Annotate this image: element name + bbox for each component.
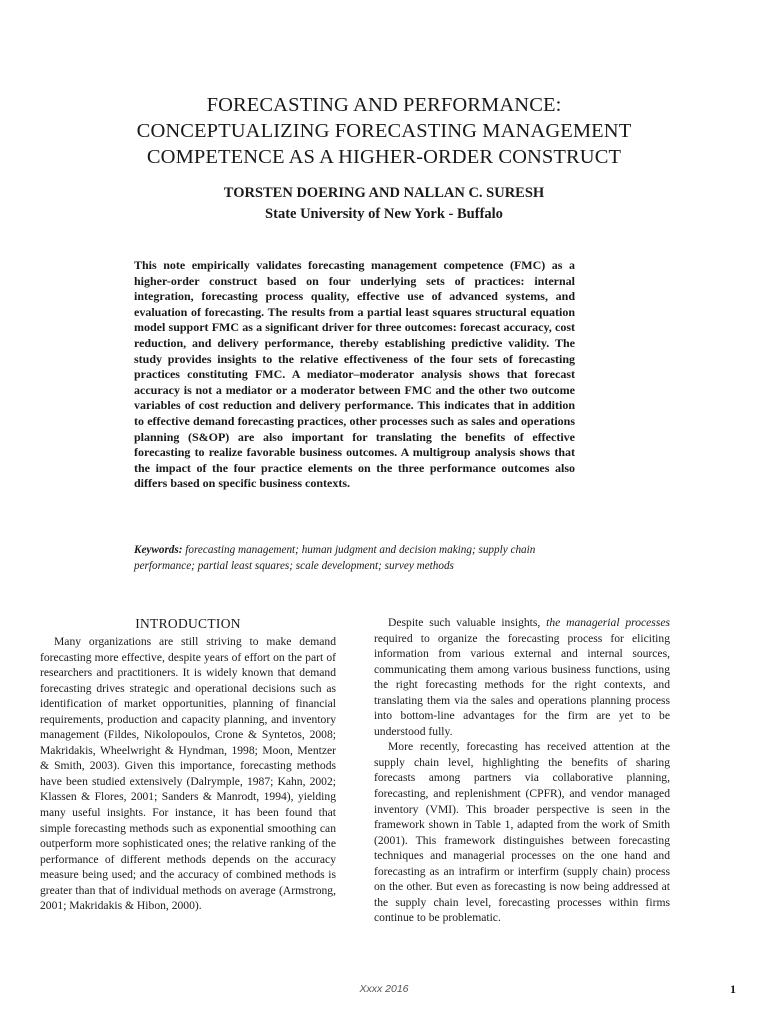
abstract: This note empirically validates forecasting management competence (FMC) as a higher-order construct based on four underlying sets of practices: internal integration, forecasting process quality, effective use of advanced systems, and evaluation of forecasting. The results from a partial least squares structural equation model support FMC as a significant driver for three outcomes: forecast accuracy, cost reduction, and delivery performance, thereby establishing predictive validity. The study provides insights to the relative effectiveness of the four sets of forecasting practices constituting FMC. A mediator–moderator analysis shows that forecast accuracy is not a mediator or a moderator between FMC and the other two outcome variables of cost reduction and delivery performance. This indicates that in addition to effective demand forecasting practices, other processes such as sales and operations planning (S&OP) are also important for translating the benefits of effective forecasting to realize favorable business outcomes. A multigroup analysis shows that the impact of the four practice elements on the three performance outcomes also differs based on specific business contexts. (134, 258, 575, 491)
issue-footer: Xxxx 2016 (359, 983, 409, 995)
page-number: 1 (730, 982, 736, 996)
paper-title (40, 92, 728, 170)
para2-emphasis: the managerial processes (546, 616, 670, 629)
keywords-text: forecasting management; human judgment and decision making; supply chain performance; partial least squares; scale development; survey methods (134, 544, 536, 572)
section-heading-introduction: INTRODUCTION (135, 616, 241, 631)
keywords-label: Keywords: (134, 544, 183, 556)
para2-start: Despite such valuable insights, (388, 616, 547, 629)
intro-paragraph-1: Many organizations are still striving to make demand forecasting more effective, despite years of effort on the part of researchers and practitioners. It is widely known that demand forecasting drives strategic and operational decisions such as identification of market opportunities, planning of financial requirements, production and capacity planning, and inventory management (Fildes, Nikolopoulos, Crone & Syntetos, 2008; Makridakis, Wheelwright & Hyndman, 1998; Moon, Mentzer & Smith, 2003). Given this importance, forecasting methods have been studied extensively (Dalrymple, 1987; Kahn, 2002; Klassen & Flores, 2001; Sanders & Manrodt, 1994), yielding many useful insights. For instance, it has been found that simple forecasting methods such as exponential smoothing can outperform more sophisticated ones; the relative ranking of the performance of different methods depends on the accuracy measure being used; and the accuracy of combined methods is greater than that of individual methods on average (Armstrong, 2001; Makridakis & Hibon, 2000). (40, 635, 336, 913)
intro-paragraph-2 (374, 615, 670, 739)
affiliation: State University of New York - Buffalo (265, 206, 503, 222)
left-column (40, 615, 336, 914)
right-column (374, 615, 670, 926)
author-block (40, 183, 728, 225)
title-line-2: CONCEPTUALIZING FORECASTING MANAGEMENT (136, 120, 632, 142)
intro-paragraph-3: More recently, forecasting has received attention at the supply chain level, highlighting the benefits of sharing forecasts among partners via collaborative planning, forecasting, and replenishment (CPFR), and vendor managed inventory (VMI). This broader perspective is seen in the framework shown in Table 1, adapted from the work of Smith (2001). This framework distinguishes between forecasting techniques and managerial processes on the one hand and forecasting as an intrafirm or interfirm (supply chain) process on the other. But even as forecasting is now being addressed at the supply chain level, forecasting processes within firms continue to be problematic. (374, 740, 670, 925)
para2-rest: required to organize the forecasting process for eliciting information from various external and internal sources, communicating them among various business functions, using the right forecasting methods for the right contexts, and translating them via the sales and operations planning process into bottom-line advantages for the firm are yet to be understood fully. (374, 631, 670, 738)
title-line-3: COMPETENCE AS A HIGHER-ORDER CONSTRUCT (146, 146, 622, 168)
keywords (134, 543, 575, 574)
title-line-1: FORECASTING AND PERFORMANCE: (206, 94, 562, 116)
authors: TORSTEN DOERING AND NALLAN C. SURESH (223, 185, 545, 201)
